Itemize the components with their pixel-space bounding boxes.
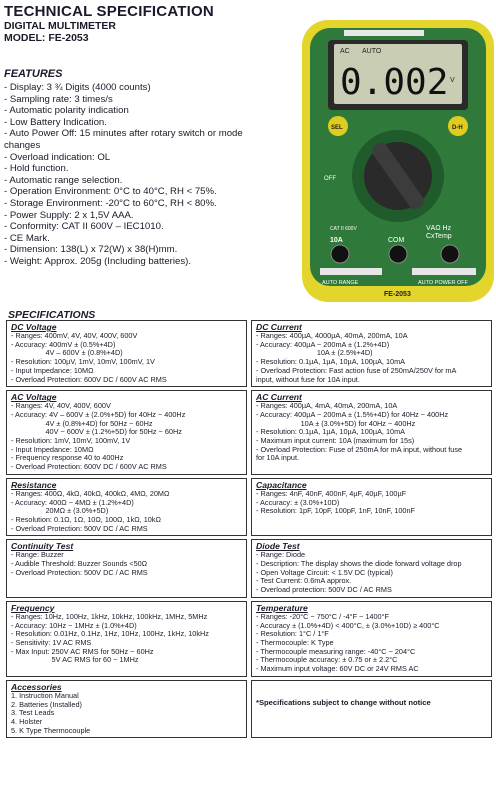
spec-line: - Input Impedance: 10MΩ [11, 444, 94, 454]
jack-v [441, 245, 459, 263]
spec-line: - Resolution: 100µV, 1mV, 10mV, 100mV, 1V [11, 357, 155, 367]
spec-line: - Thermocouple measuring range: -40°C ~ 204°C [256, 646, 416, 656]
spec-line: 2. Batteries (Installed) [11, 699, 82, 709]
lcd-value: 0.002 [340, 62, 449, 103]
change-notice: *Specifications subject to change without notice [256, 697, 431, 707]
jack-com [389, 245, 407, 263]
spec-box [251, 478, 492, 537]
off-label: OFF [324, 176, 336, 182]
spec-line: 5. K Type Thermocouple [11, 725, 91, 735]
spec-line: - Accuracy ± (1.0%+4D) < 400°C, ± (3.0%+10D) ≥ 400°C [256, 620, 440, 630]
spec-line: - Ranges: 400mV, 4V, 40V, 400V, 600V [11, 331, 138, 340]
spec-line: - Overload Protection: 500V DC / AC RMS [11, 567, 148, 577]
spec-line: - Input Impedance: 10MΩ [11, 365, 94, 375]
spec-line: - Ranges: 10Hz, 100Hz, 1kHz, 10kHz, 100kHz, 1MHz, 5MHz [11, 611, 208, 621]
model-name: MODEL: FE-2053 [4, 32, 89, 44]
spec-box-title: AC Voltage [11, 392, 57, 403]
jack-10a [331, 245, 349, 263]
spec-box-title: DC Voltage [11, 322, 57, 332]
jack-note-right [412, 268, 476, 275]
spec-line: - Resolution: 1°C / 1°F [256, 629, 329, 639]
auto-range-label: AUTO RANGE [322, 280, 359, 286]
lcd-auto-label: AUTO [362, 48, 382, 55]
spec-box-title: DC Current [256, 322, 302, 332]
document-title: TECHNICAL SPECIFICATION [4, 3, 214, 20]
dh-label: D-H [452, 125, 463, 131]
spec-line: - Overload Protection: 600V DC / 600V AC RMS [11, 374, 167, 384]
cat-label: CAT II 600V [330, 226, 357, 232]
spec-line: - Overload Protection: 500V DC / AC RMS [11, 523, 148, 533]
spec-line: - Accuracy: 400µA ~ 200mA ± (1.2%+4D) [256, 339, 390, 349]
sel-label: SEL [331, 125, 343, 131]
spec-line: - Accuracy: 400Ω ~ 4MΩ ± (1.2%+4D) [11, 497, 134, 507]
spec-box [6, 390, 247, 475]
spec-box [6, 680, 247, 739]
spec-line: 40V ~ 600V ± (1.2%+5D) for 50Hz ~ 60Hz [11, 427, 182, 437]
spec-line: - Ranges: 4V, 40V, 400V, 600V [11, 401, 111, 411]
feature-item: - Conformity: CAT II 600V – IEC1010. [4, 221, 164, 233]
spec-box [251, 539, 492, 598]
spec-line: - Description: The display shows the diode forward voltage drop [256, 559, 462, 569]
feature-item: - Automatic range selection. [4, 174, 123, 186]
meter-model-label: FE-2053 [384, 291, 411, 298]
features-list [4, 82, 294, 268]
spec-box [6, 539, 247, 598]
feature-item: - Sampling rate: 3 times/s [4, 93, 113, 105]
spec-line: - Sensitivity: 1V AC RMS [11, 637, 92, 647]
spec-line: 4V ± (0.8%+4D) for 50Hz ~ 60Hz [11, 418, 153, 428]
jack-note-left [320, 268, 382, 275]
spec-box-title: Resistance [11, 479, 57, 490]
spec-line: - Overload Protection: Fuse of 250mA for mA input, without fuse [256, 444, 463, 454]
spec-line: - Resolution: 1mV, 10mV, 100mV, 1V [11, 436, 131, 446]
spec-box [251, 601, 492, 677]
spec-line: - Range: Diode [256, 550, 306, 560]
spec-line: 10A ± (3.0%+5D) for 40Hz ~ 400Hz [256, 418, 416, 428]
spec-line: 4V – 600V ± (0.8%+4D) [11, 348, 123, 358]
spec-line: - Resolution: 1pF, 10pF, 100pF, 1nF, 10nF, 100nF [256, 506, 416, 516]
spec-line: - Accuracy: 4V – 600V ± (2.0%+5D) for 40Hz ~ 400Hz [11, 409, 186, 419]
spec-line: 3. Test Leads [11, 708, 55, 718]
spec-line: 10A ± (2.5%+4D) [256, 348, 373, 358]
feature-item: - Low Battery Indication. [4, 116, 107, 128]
spec-row [6, 539, 492, 598]
spec-box-title: Frequency [11, 602, 55, 613]
jack-cx-label: CxTemp [426, 233, 452, 240]
spec-line: 1. Instruction Manual [11, 690, 79, 700]
jack-v-label: VΑΩ Hz [426, 225, 452, 232]
spec-line: - Resolution: 0.1µA, 1µA, 10µA, 100µA, 10mA [256, 427, 406, 437]
spec-line: - Range: Buzzer [11, 550, 64, 560]
spec-line: - Thermocouple accuracy: ± 0.75 or ± 2.2°C [256, 655, 398, 665]
lcd-ac-label: AC [340, 48, 350, 55]
feature-item: - Operation Environment: 0°C to 40°C, RH < 75%. [4, 186, 217, 198]
spec-line: - Resolution: 0.1µA, 1µA, 10µA, 100µA, 10mA [256, 357, 406, 367]
spec-line: input, without fuse for 10A input. [256, 374, 360, 384]
feature-item: - Weight: Approx. 205g (Including batteries). [4, 255, 192, 267]
features-section [4, 68, 294, 268]
spec-line: - Max Input: 250V AC RMS for 50Hz ~ 60Hz [11, 646, 154, 656]
spec-line: 20MΩ ± (3.0%+5D) [11, 506, 109, 516]
specifications-title: SPECIFICATIONS [8, 309, 96, 321]
spec-row [6, 601, 492, 677]
feature-item: - Power Supply: 2 x 1,5V AAA. [4, 209, 134, 221]
specifications-grid [6, 320, 492, 741]
spec-line: - Open Voltage Circuit: < 1.5V DC (typical) [256, 567, 393, 577]
lcd-unit: V [450, 77, 455, 84]
spec-line: - Ranges: 400Ω, 4kΩ, 40kΩ, 400kΩ, 4MΩ, 20MΩ [11, 488, 170, 498]
spec-line: - Overload Protection: Fast action fuse of 250mA/250V for mA [256, 365, 457, 375]
feature-item: - Storage Environment: -20°C to 60°C, RH < 80%. [4, 197, 217, 209]
spec-line: - Audible Threshold: Buzzer Sounds <50Ω [11, 559, 148, 569]
spec-line: - Thermocouple: K Type [256, 637, 334, 647]
feature-item: - Automatic polarity indication [4, 105, 129, 117]
spec-line: 5V AC RMS for 60 ~ 1MHz [11, 655, 139, 665]
features-title: FEATURES [4, 68, 63, 80]
spec-line: - Ranges: 400µA, 4000µA, 40mA, 200mA, 10A [256, 331, 408, 340]
spec-line: - Frequency response 40 to 400Hz [11, 453, 124, 463]
spec-line: - Maximum input voltage: 60V DC or 24V RMS AC [256, 664, 419, 674]
spec-box-title: Accessories [11, 681, 62, 692]
spec-line: - Overload Protection: 600V DC / 600V AC RMS [11, 462, 167, 472]
spec-line: - Test Current: 0.6mA approx. [256, 576, 352, 586]
brand-logo [344, 30, 424, 36]
spec-line: - Overload protection: 500V DC / AC RMS [256, 585, 392, 595]
feature-item: - Overload indication: OL [4, 151, 111, 163]
spec-line: - Ranges: -20°C ~ 750°C / -4°F ~ 1400°F [256, 611, 389, 621]
header [4, 4, 294, 44]
spec-box-title: Diode Test [256, 541, 300, 552]
spec-line: - Resolution: 0.01Hz, 0.1Hz, 1Hz, 10Hz, 100Hz, 1kHz, 10kHz [11, 629, 209, 639]
spec-row [6, 680, 492, 739]
spec-box [251, 320, 492, 387]
spec-box [251, 390, 492, 475]
jack-10a-label: 10A [330, 237, 343, 244]
feature-item: - Display: 3 ¾ Digits (4000 counts) [4, 82, 151, 93]
feature-item: - Auto Power Off: 15 minutes after rotary switch or mode [4, 128, 243, 140]
spec-line: - Accuracy: 400mV ± (0.5%+4D) [11, 339, 116, 349]
spec-box-title: Temperature [256, 602, 308, 613]
spec-line: 4. Holster [11, 716, 43, 726]
document-subtitle: DIGITAL MULTIMETER [4, 20, 116, 32]
spec-box-title: AC Current [256, 392, 302, 403]
spec-box [6, 601, 247, 677]
spec-line: for 10A input. [256, 453, 300, 463]
spec-line: - Accuracy: ± (3.0%+10D) [256, 497, 340, 507]
spec-line: - Ranges: 400µA, 4mA, 40mA, 200mA, 10A [256, 401, 398, 411]
feature-item: - CE Mark. [4, 232, 50, 244]
spec-row [6, 320, 492, 387]
spec-box [6, 478, 247, 537]
jack-com-label: COM [388, 237, 405, 244]
spec-box-title: Continuity Test [11, 541, 74, 552]
note-box [251, 680, 492, 739]
spec-line: - Accuracy: 400µA ~ 200mA ± (1.5%+4D) for 40Hz ~ 400Hz [256, 409, 449, 419]
multimeter-image [300, 20, 496, 302]
auto-power-off-label: AUTO POWER OFF [418, 280, 469, 286]
spec-box-title: Capacitance [256, 479, 307, 490]
spec-line: - Resolution: 0.1Ω, 1Ω, 10Ω, 100Ω, 1kΩ, 10kΩ [11, 514, 161, 524]
feature-item: - Hold function. [4, 163, 69, 175]
spec-line: - Maximum input current: 10A (maximum for 15s) [256, 436, 415, 446]
feature-item: - Dimension: 138(L) x 72(W) x 38(H)mm. [4, 244, 178, 256]
spec-row [6, 478, 492, 537]
spec-box [6, 320, 247, 387]
spec-line: - Ranges: 4nF, 40nF, 400nF, 4µF, 40µF, 100µF [256, 488, 407, 498]
feature-item: changes [4, 139, 41, 151]
spec-row [6, 390, 492, 475]
spec-line: - Accuracy: 10Hz ~ 1MHz ± (1.0%+4D) [11, 620, 137, 630]
